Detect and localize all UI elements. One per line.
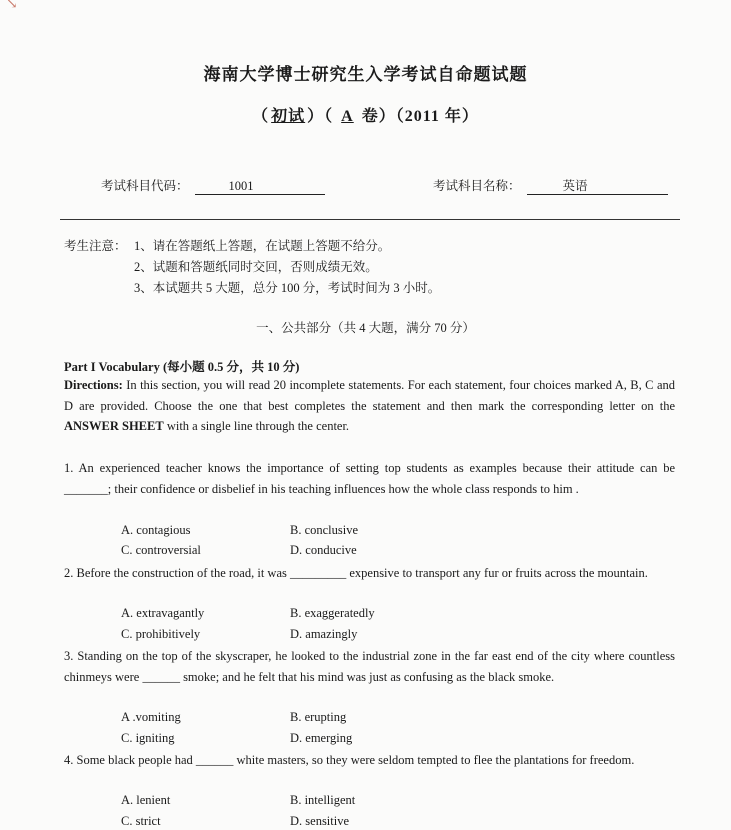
scan-mark: ↘ [6, 0, 18, 12]
directions-text: In this section, you will read 20 incomplete statements. For each statement, four choices marked A, B, C and D are provided. Choose the one that best completes the statement and then mark the corresponding letter on the [64, 378, 675, 413]
option-c: C. igniting [121, 731, 175, 745]
option-a: A .vomiting [121, 710, 181, 724]
option-c: C. prohibitively [121, 627, 201, 641]
subtitle-year: 卷）（2011 年） [361, 108, 479, 125]
section-heading: 一、公共部分（共 4 大题，满分 70 分） [256, 321, 475, 335]
subject-name-label: 考试科目名称： [433, 179, 521, 193]
option-a: A. contagious [121, 523, 191, 537]
question-stem: 1. An experienced teacher knows the importance of setting top students as examples because their attitude can be _______; their confidence or disbelief in his teaching influences how the whole class responds to him . [64, 461, 675, 496]
exam-subtitle [0, 103, 731, 126]
option-a: A. extravagantly [121, 606, 205, 620]
directions [64, 375, 675, 437]
directions-text-end: with a single line through the center. [163, 419, 350, 433]
question-stem: 4. Some black people had ______ white masters, so they were seldom tempted to flee the plantations for freedom. [64, 753, 635, 767]
question-stem: 2. Before the construction of the road, it was _________ expensive to transport any fur or fruits across the mountain. [64, 566, 648, 580]
notice-item-3: 3、本试题共 5 大题，总分 100 分，考试时间为 3 小时。 [134, 281, 441, 295]
option-c: C. controversial [121, 543, 201, 557]
option-b: B. erupting [290, 710, 347, 724]
part-title-en: Part I Vocabulary [64, 360, 160, 374]
notice-item-1: 1、请在答题纸上答题，在试题上答题不给分。 [134, 239, 391, 253]
subject-name [433, 176, 668, 195]
notice-label: 考生注意： [64, 239, 127, 253]
exam-notice [64, 236, 440, 299]
subject-code-label: 考试科目代码： [101, 179, 189, 193]
subtitle-mid: ）（ [307, 108, 334, 125]
subtitle-open: （ [252, 108, 270, 125]
header-divider [60, 219, 680, 220]
subtitle-paper-a: A [341, 108, 354, 125]
part-title-cn: (每小题 0.5 分，共 10 分) [159, 360, 300, 374]
option-c: C. strict [121, 814, 161, 828]
notice-item-2: 2、试题和答题纸同时交回，否则成绩无效。 [134, 260, 378, 274]
question-stem: 3. Standing on the top of the skyscraper, he looked to the industrial zone in the far east end of the city where countless chinmeys were ______ smoke; and he felt that his mind was just as confusing as the black smoke. [64, 649, 675, 684]
option-b: B. conclusive [290, 523, 359, 537]
subject-name-value: 英语 [527, 176, 668, 195]
option-d: D. conducive [290, 543, 357, 557]
answer-sheet-text: ANSWER SHEET [64, 419, 164, 433]
subject-code-value: 1001 [195, 179, 325, 195]
exam-title: 海南大学博士研究生入学考试自命题试题 [203, 65, 528, 84]
option-b: B. intelligent [290, 793, 356, 807]
directions-label: Directions: [64, 378, 123, 392]
option-b: B. exaggeratedly [290, 606, 375, 620]
option-a: A. lenient [121, 793, 171, 807]
subject-code [101, 176, 325, 195]
option-d: D. emerging [290, 731, 353, 745]
option-d: D. amazingly [290, 627, 358, 641]
subtitle-chushi: 初试 [271, 108, 306, 125]
option-d: D. sensitive [290, 814, 350, 828]
